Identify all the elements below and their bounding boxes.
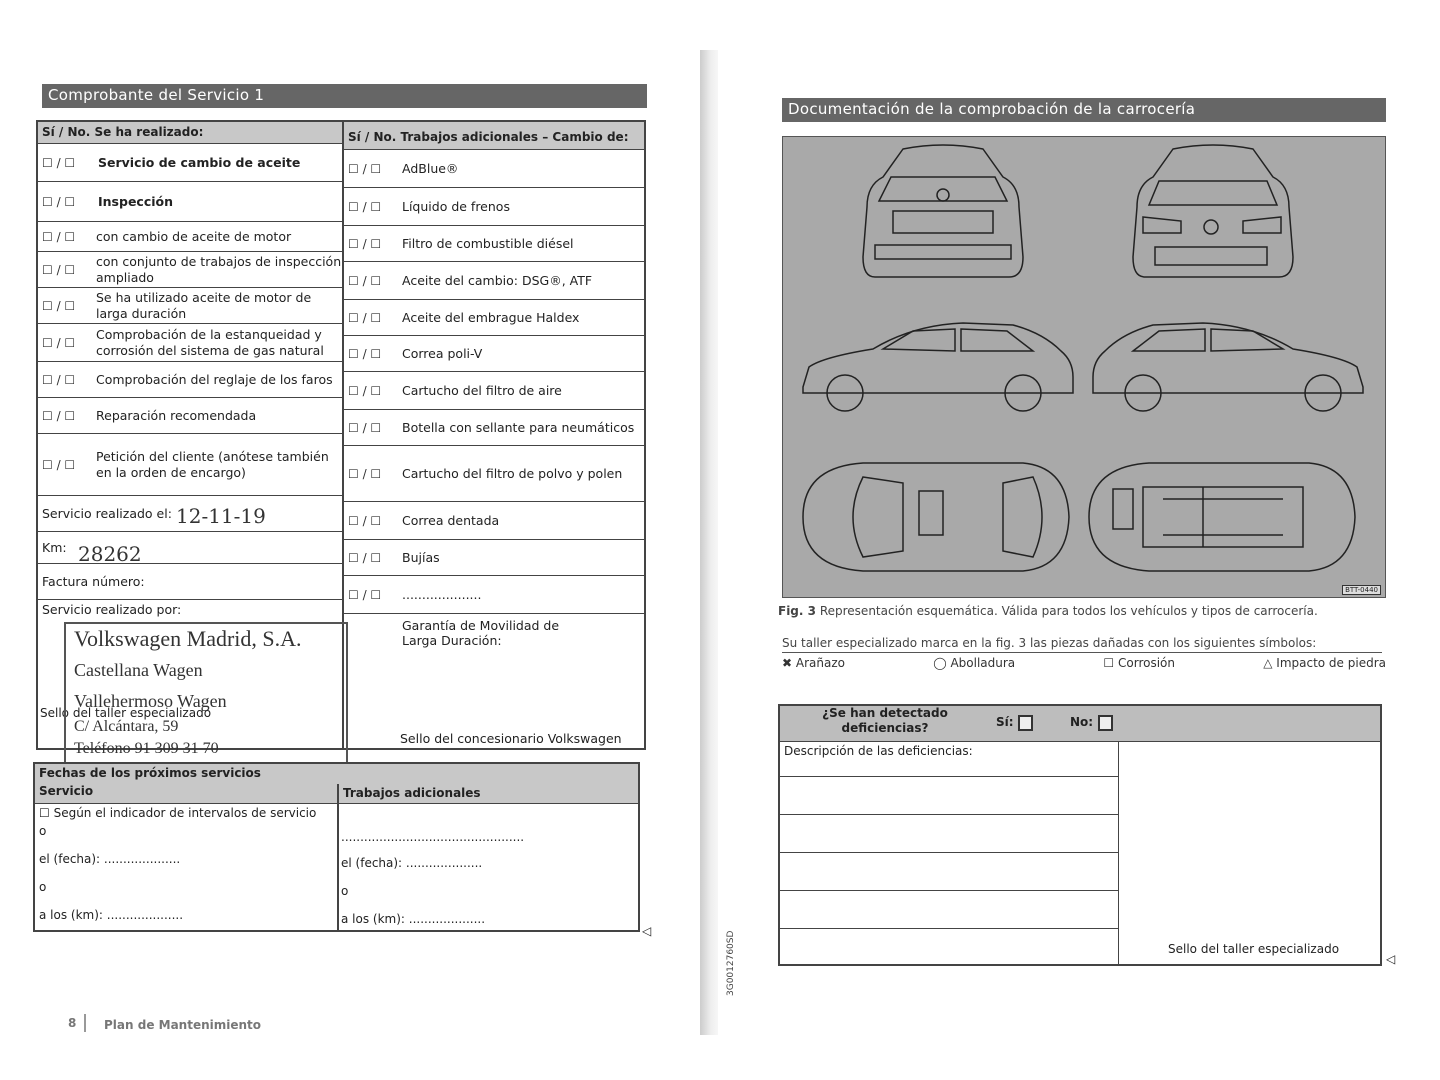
yes-checkbox[interactable] [1018,715,1033,731]
km-line-2: a los (km): .................... [341,912,486,926]
fig-code: BTT-0440 [1342,585,1381,595]
yes-no-checkbox[interactable]: ☐ / ☐ [42,457,76,472]
done-item-label: Servicio de cambio de aceite [98,154,301,170]
car-schematic-icon [783,137,1385,597]
extra-item-label: AdBlue® [402,160,459,176]
done-row [38,362,342,398]
fig-caption-text: Representación esquemática. Válida para todos los vehículos y tipos de carrocería. [819,604,1318,618]
extra-item-label: Botella con sellante para neumáticos [402,419,635,435]
no-checkbox[interactable] [1098,715,1113,731]
nav-arrow-right[interactable]: ◁ [1386,952,1396,966]
extra-item-label: Filtro de combustible diésel [402,235,574,251]
workshop-seal-label: Sello del taller especializado [1168,942,1340,956]
dealer-seal-label: Sello del concesionario Volkswagen [400,731,622,746]
extra-row [344,300,644,336]
or-1: o [39,824,47,838]
body-check-title: Documentación de la comprobación de la carrocería [782,98,1386,122]
mobility-guarantee-label: Garantía de Movilidad de Larga Duración: [402,618,560,648]
symbol-corrosion: ☐ Corrosión [1103,656,1175,670]
yes-no-checkbox[interactable]: ☐ / ☐ [348,587,382,602]
done-row [38,222,342,252]
or-3: o [341,884,349,898]
km-line-1: a los (km): .................... [39,908,184,922]
service-date-handwritten: 12-11-19 [176,504,266,528]
extra-item-label: Correa dentada [402,512,500,528]
done-row [38,252,342,288]
extra-item-label: Líquido de frenos [402,198,510,214]
done-row [38,434,342,496]
page-number: 8 [68,1016,77,1030]
yes-no-checkbox[interactable]: ☐ / ☐ [348,420,382,435]
yes-no-checkbox[interactable]: ☐ / ☐ [348,236,382,251]
invoice-row [38,564,342,600]
stamp-line-1: Volkswagen Madrid, S.A. [74,626,302,651]
yes-no-checkbox[interactable]: ☐ / ☐ [348,513,382,528]
extra-item-label: Cartucho del filtro de polvo y polen [402,465,623,481]
yes-no-checkbox[interactable]: ☐ / ☐ [348,161,382,176]
extra-row [344,502,644,540]
description-label: Descripción de las deficiencias: [784,744,973,758]
done-item-label: con conjunto de trabajos de inspección ampliado [96,253,342,285]
extra-row [344,262,644,300]
stamp-line-3: Vallehermoso Wagen [74,691,227,711]
yes-no-checkbox[interactable]: ☐ / ☐ [42,229,76,244]
right-page [718,0,1440,1080]
symbol-stone-chip: △ Impacto de piedra [1263,656,1386,670]
yes-no-checkbox[interactable]: ☐ / ☐ [348,346,382,361]
yes-no-checkbox[interactable]: ☐ / ☐ [42,194,76,209]
done-item-label: Petición del cliente (anótese también en la orden de encargo) [96,448,329,480]
deficiency-table [778,704,1382,966]
next-services-table [33,762,640,932]
yes-no-checkbox[interactable]: ☐ / ☐ [42,262,76,277]
extra-row [344,372,644,410]
yes-no-checkbox[interactable]: ☐ / ☐ [348,273,382,288]
extra-item-label: .................... [402,586,482,602]
yes-no-checkbox[interactable]: ☐ / ☐ [42,408,76,423]
extra-row [344,150,644,188]
done-row [38,324,342,362]
done-item-label: Comprobación de la estanqueidad y corrosión del sistema de gas natural [96,326,324,358]
stamp-line-5: Teléfono 91 309 31 70 [74,740,219,757]
done-row [38,288,342,324]
nav-arrow-left[interactable]: ◁ [642,924,652,938]
instruction: Su taller especializado marca en la fig. 3 las piezas dañadas con los siguientes símbolos: [782,636,1382,653]
yes-no-checkbox[interactable]: ☐ / ☐ [348,466,382,481]
stamp-line-4: C/ Alcántara, 59 [74,718,179,735]
date-line-2: el (fecha): .................... [341,856,483,870]
done-row [38,398,342,434]
next-dates-header: Fechas de los próximos servicios [39,766,261,780]
service-title: Comprobante del Servicio 1 [42,84,647,108]
done-item-label: Se ha utilizado aceite de motor de larga duración [96,289,312,321]
interval-text: ☐ Según el indicador de intervalos de servicio [39,806,317,820]
done-row [38,144,342,182]
side-code: 3G0012760SD [726,930,736,996]
additional-col: Trabajos adicionales [343,786,481,800]
extra-item-label: Aceite del cambio: DSG®, ATF [402,272,593,288]
symbol-legend [782,656,1386,670]
left-page [0,0,690,1080]
extra-row [344,540,644,576]
extra-row [344,336,644,372]
extra-item-label: Bujías [402,549,440,565]
extra-item-label: Aceite del embrague Haldex [402,309,580,325]
done-header: Sí / No. Se ha realizado: [38,122,342,144]
extra-item-label: Correa poli-V [402,345,483,361]
extra-row [344,226,644,262]
yes-no-checkbox[interactable]: ☐ / ☐ [348,199,382,214]
km-handwritten: 28262 [78,542,142,566]
date-line-1: el (fecha): .................... [39,852,181,866]
extra-row [344,576,644,614]
workshop-seal-label: Sello del taller especializado [40,706,212,720]
deficiency-question: ¿Se han detectado deficiencias? [822,706,948,735]
symbol-dent: ◯ Abolladura [933,656,1016,670]
yes-no-checkbox[interactable]: ☐ / ☐ [348,550,382,565]
performed-by-row-label: Servicio realizado por: [42,602,182,617]
done-item-label: Inspección [98,193,174,209]
extra-row [344,446,644,502]
yes-no-checkbox[interactable]: ☐ / ☐ [42,335,76,350]
done-item-label: Comprobación del reglaje de los faros [96,371,333,387]
done-item-label: con cambio de aceite de motor [96,228,292,244]
footer-title: Plan de Mantenimiento [104,1018,262,1032]
fig-number: Fig. 3 [778,604,816,618]
fig-caption [778,604,1318,618]
yes-no-checkbox[interactable]: ☐ / ☐ [42,372,76,387]
car-diagram [782,136,1386,598]
extra-item-label: Cartucho del filtro de aire [402,382,562,398]
no-label: No: [1070,715,1094,729]
done-item-label: Reparación recomendada [96,407,257,423]
yes-label: Sí: [996,715,1014,729]
extra-row [344,410,644,446]
stamp-line-2: Castellana Wagen [74,660,203,680]
extra-header: Sí / No. Trabajos adicionales – Cambio de: [344,122,644,150]
service-col: Servicio [39,784,94,798]
km-row-label: Km: [42,540,67,555]
invoice-row-label: Factura número: [42,574,145,589]
yes-no-checkbox[interactable]: ☐ / ☐ [348,310,382,325]
symbol-scratch: ✖ Arañazo [782,656,845,670]
extra-row [344,188,644,226]
done-row [38,182,342,222]
service-date-row-label: Servicio realizado el: [42,506,172,521]
dots-line: ................................................ [341,830,525,844]
yes-no-checkbox[interactable]: ☐ / ☐ [348,383,382,398]
or-2: o [39,880,47,894]
yes-no-checkbox[interactable]: ☐ / ☐ [42,298,76,313]
yes-no-checkbox[interactable]: ☐ / ☐ [42,155,76,170]
